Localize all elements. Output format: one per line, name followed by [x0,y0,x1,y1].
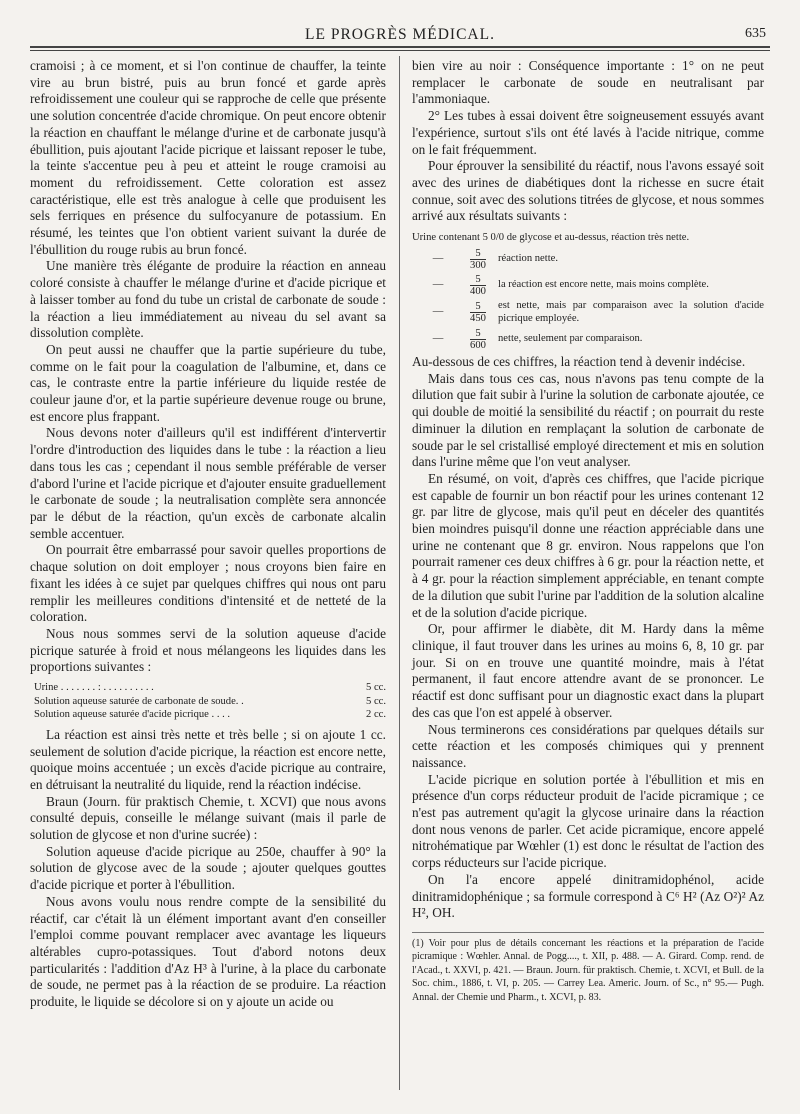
running-head [30,26,770,46]
paragraph: Mais dans tous ces cas, nous n'avons pas tenu compte de la dilution que fait subir à l'urine la solution de carbonate ajoutée, ce qui double de moitié la sensibilité du réactif ; on pourrait du reste diminuer la dilution en remplaçant la solution de carbonate de soude par le sel cristallisé employé directement et mis en solution dans l'urine même que l'on veut analyser. [412,370,764,470]
paragraph: bien vire au noir : Conséquence importante : 1° on ne peut remplacer le carbonate de soude en neutralisant par l'ammoniaque. [412,58,764,107]
recipe-value: 5 cc. [366,695,386,707]
paragraph: Nous nous sommes servi de la solution aqueuse d'acide picrique saturée à froid et nous mélangeons les liquides dans les proportions suivantes : [30,625,386,675]
dilution-fraction [464,274,492,297]
right-column [412,58,764,1004]
recipe-label: Solution aqueuse saturée d'acide picrique . . . . [34,709,231,721]
dilution-fraction [464,328,492,351]
dilution-result: réaction nette. [498,253,558,265]
paragraph: cramoisi ; à ce moment, et si l'on continue de chauffer, la teinte vire au brun bistré, puis au brun foncé et garde après refroidissement une couleur qui se rapproche de celle que présente une solution concentrée d'acide chromique. On peut encore obtenir la réaction en chauffant le mélange d'urine et de carbonate jusqu'à ébullition, puis ajoutant l'acide picrique et laissant reposer le tube, la teinte s'accentue peu à peu et atteint le rouge cramoisi au moment du refroidissement. Cette coloration est assez caractéristique, elle est très analogue à celle que produisent les sels ferriques en présence du sulfocyanure de potassium. En résumé, les teintes que l'on obtient varient suivant la durée de l'ébullition du rouge rubis au brun foncé. [30,58,386,257]
fraction-numerator: 5 [475,301,481,313]
dilution-row [412,248,764,271]
paragraph: Or, pour affirmer le diabète, dit M. Hardy dans la même clinique, il faut trouver dans les urines au moins 6, 8, 10 gr. par jour. Si on en trouve une quantité moindre, mais à l'état permanent, il faut encore attendre avant de se prononcer. Le réactif est donc suffisant pour un diagnostic exact dans la plupart des cas que l'on est appelé à observer. [412,621,764,720]
paragraph: Nous terminerons ces considérations par quelques détails sur cette réaction et les composés chimiques qui y prennent naissance. [412,721,764,770]
footnote: (1) Voir pour plus de détails concernant les réactions et la préparation de l'acide picramique : Wœhler. Annal. de Pogg...., t. XII, p. 488. — A. Girard. Comp. rend. de l'Acad., t. XXVI, p. 421. — Braun. Journ. für praktisch. Chemie, t. XCVI, et Bull. de la Soc. chim., 1886, t. VI, p. 205. — Carrey Lea. Americ. Journ. of Sc., n° 95.— Pugh. Annal. der Chemie und Pharm., t. XCVI, p. 83. [412,932,764,1004]
recipe-label: Solution aqueuse saturée de carbonate de soude. . [34,695,244,707]
dilution-dash: — [432,253,444,265]
paragraph: L'acide picrique en solution portée à l'ébullition et mis en présence d'un corps réducteur produit de l'acide picramique ; ce n'est pas autrement qu'agit la glycose urinaire dans la réaction dont nous venons de parler. Cet acide picramique, encore appelé nitrohématique par Wœhler (1) est donc le résultat de l'action des corps réducteurs sur l'acide picrique. [412,771,764,871]
paragraph: Nous devons noter d'ailleurs qu'il est indifférent d'intervertir l'ordre d'introduction des liquides dans le tube : la réaction a lieu dans tous les cas ; cependant il nous semble préférable de verser d'abord l'urine et l'acide picrique et d'ajouter ensuite graduellement le carbonate de soude ; la neutralisation complète sera annoncée par le début de la réaction, qu'un excès de carbonate alcalin semble accentuer. [30,425,386,541]
column-divider [399,56,400,1090]
journal-title: LE PROGRÈS MÉDICAL. [305,26,495,43]
recipe-item [34,708,386,722]
fraction-numerator: 5 [475,248,481,260]
recipe-list [34,681,386,722]
paragraph: Nous avons voulu nous rendre compte de la sensibilité du réactif, car c'était là un élément important avant d'en conseiller l'emploi comme pouvant remplacer avec avantage les liqueurs altérables cupro-potassiques. Tout d'abord notons deux particularités : l'addition d'Az H³ à l'urine, à la place du carbonate de soude, ne permet pas à la réaction de se produire. La réaction produite, le liquide se décolore si on y ajoute un acide ou [30,893,386,1010]
header-rule-thin [30,50,770,51]
paragraph: Une manière très élégante de produire la réaction en anneau coloré consiste à chauffer le mélange d'urine et d'acide picrique et à laisser tomber au fond du tube un cristal de carbonate de soude : la réaction a lieu immédiatement au niveau du sel avant sa dissolution complète. [30,258,386,341]
fraction-numerator: 5 [475,328,481,340]
dilution-row [412,328,764,351]
fraction-denominator: 400 [470,286,486,298]
paragraph: 2° Les tubes à essai doivent être soigneusement essuyés avant l'expérience, surtout s'ils ont été lavés à l'acide nitrique, comme on le fait fréquemment. [412,108,764,157]
dilution-fraction [464,248,492,271]
dilution-dash: — [432,279,444,291]
paragraph: On l'a encore appelé dinitramidophénol, acide dinitramidophénique ; sa formule correspond à C⁶ H² (Az O²)² Az H², OH. [412,871,764,921]
paragraph: Au-dessous de ces chiffres, la réaction tend à devenir indécise. [412,354,746,370]
paragraph: Solution aqueuse d'acide picrique au 250e, chauffer à 90° la solution de glycose avec de la soude ; ajouter quelques gouttes d'acide picrique et porter à l'ébullition. [30,843,386,893]
paragraph: En résumé, on voit, d'après ces chiffres, que l'acide picrique est capable de fournir un bon réactif pour les urines contenant 12 gr. par litre de glycose, mais qu'il peut en déceler des quantités bien moindres puisqu'il donne une réaction appréciable dans une urine ne contenant que 8 gr. environ. Nous rappelons que l'on pourrait ramener ces deux chiffres à 6 gr. pour la réaction nette, et à 4 gr. pour la réaction simplement appréciable, en tenant compte de la dilution que subit l'urine par l'addition de la solution alcaline et de la solution d'acide picrique. [412,470,764,620]
paragraph: La réaction est ainsi très nette et très belle ; si on ajoute 1 cc. seulement de solution d'acide picrique, la réaction est encore nette, quoique moins accentuée ; un excès d'acide picrique au contraire, en détruisant la neutralité du liquide, rend la réaction indécise. [30,726,386,792]
dilution-row [412,300,764,325]
dilution-row [412,274,764,297]
fraction-denominator: 600 [470,340,486,352]
dilution-fraction [464,301,492,324]
recipe-item [34,681,386,695]
header-rule [30,46,770,48]
paragraph: Pour éprouver la sensibilité du réactif, nous l'avons essayé soit avec des urines de diabétiques dont la richesse en sucre était connue, soit avec des solutions titrées de glycose, et nous sommes arrivé aux résultats suivants : [412,158,764,224]
dilution-result: nette, seulement par comparaison. [498,333,643,345]
dilution-dash: — [432,306,444,318]
dilution-result: la réaction est encore nette, mais moins complète. [498,279,709,291]
results-heading: Urine contenant 5 0/0 de glycose et au-dessus, réaction très nette. [412,232,690,244]
dilution-result: est nette, mais par comparaison avec la solution d'acide picrique employée. [498,300,764,324]
page-number: 635 [745,26,766,41]
recipe-item [34,695,386,709]
paragraph: On peut aussi ne chauffer que la partie supérieure du tube, comme on le fait pour la coagulation de l'albumine, et, dans ce cas, le contraste entre la partie inférieure du liquide restée de couleur jaune d'or, et la partie supérieure devenue rouge ou brune, est encore plus frappant. [30,341,386,424]
dilution-dash: — [432,333,444,345]
fraction-denominator: 450 [470,313,486,325]
fraction-denominator: 300 [470,260,486,272]
recipe-value: 5 cc. [366,682,386,694]
recipe-value: 2 cc. [366,709,386,721]
fraction-numerator: 5 [475,274,481,286]
paragraph: On pourrait être embarrassé pour savoir quelles proportions de chaque solution on doit employer ; nous croyons bien faire en fixant les idées à ce sujet par quelques chiffres qui nous ont paru remplir les meilleures conditions d'intensité et de netteté de la coloration. [30,542,386,625]
paragraph: Braun (Journ. für praktisch Chemie, t. XCVI) que nous avons consulté depuis, conseille le mélange suivant (mais il parle de solution de glycose et non d'urine sucrée) : [30,793,386,843]
left-column [30,58,386,1011]
recipe-label: Urine . . . . . . . : . . . . . . . . . . [34,682,154,694]
